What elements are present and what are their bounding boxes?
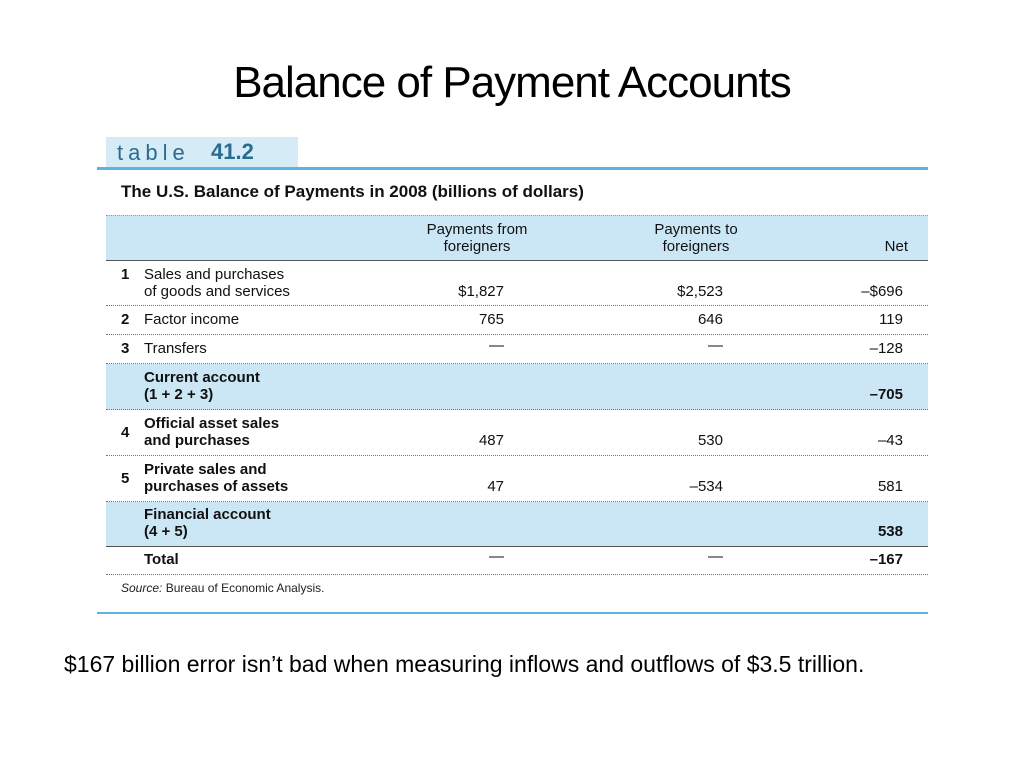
table-row-financial-account bbox=[106, 502, 928, 547]
column-header-to: Payments to foreigners bbox=[654, 221, 738, 255]
row-label: Total bbox=[144, 551, 179, 568]
cell-to: 646 bbox=[697, 311, 723, 328]
cell-to: — bbox=[708, 548, 723, 565]
cell-net: 119 bbox=[879, 311, 903, 328]
table-tag-word: table bbox=[117, 140, 190, 165]
cell-to: 530 bbox=[697, 432, 723, 449]
cell-net: –43 bbox=[877, 432, 903, 449]
slide-note: $167 billion error isn’t bad when measuring inflows and outflows of $3.5 trillion. bbox=[64, 651, 865, 677]
cell-from: — bbox=[489, 548, 504, 565]
cell-net: –705 bbox=[869, 386, 903, 403]
cell-net: 581 bbox=[877, 478, 903, 495]
table-row bbox=[106, 306, 928, 335]
cell-to: — bbox=[708, 337, 723, 354]
table-row bbox=[106, 260, 928, 306]
cell-net: –128 bbox=[869, 340, 903, 357]
table-row bbox=[106, 335, 928, 364]
table-header bbox=[106, 215, 928, 261]
cell-from: $1,827 bbox=[458, 283, 504, 300]
table-figure bbox=[97, 137, 928, 615]
cell-from: 487 bbox=[478, 432, 504, 449]
row-label: Current account (1 + 2 + 3) bbox=[144, 369, 260, 403]
row-number: 4 bbox=[121, 424, 130, 441]
row-label: Official asset sales and purchases bbox=[144, 415, 280, 449]
row-label: Sales and purchases of goods and services bbox=[144, 266, 290, 300]
row-number: 5 bbox=[121, 470, 130, 487]
table-tag bbox=[97, 137, 928, 167]
row-label: Transfers bbox=[144, 340, 207, 357]
source-label: Source: bbox=[121, 581, 163, 595]
cell-to: $2,523 bbox=[677, 283, 723, 300]
row-number: 2 bbox=[121, 311, 130, 328]
table-bottom-rule bbox=[97, 612, 928, 614]
cell-from: 47 bbox=[487, 478, 504, 495]
table-row bbox=[106, 456, 928, 502]
table-row bbox=[106, 410, 928, 456]
column-header-net: Net bbox=[884, 238, 908, 255]
cell-to: –534 bbox=[689, 478, 723, 495]
cell-net: –167 bbox=[869, 551, 903, 568]
row-label: Financial account (4 + 5) bbox=[144, 506, 271, 540]
table-row-total bbox=[106, 547, 928, 575]
cell-net: –$696 bbox=[861, 283, 903, 300]
cell-from: 765 bbox=[478, 311, 504, 328]
source-text: Bureau of Economic Analysis. bbox=[165, 581, 325, 595]
cell-net: 538 bbox=[877, 523, 903, 540]
table-tag-number: 41.2 bbox=[211, 139, 254, 164]
slide-title: Balance of Payment Accounts bbox=[233, 58, 791, 107]
table-caption: The U.S. Balance of Payments in 2008 (billions of dollars) bbox=[121, 182, 584, 201]
table-top-rule bbox=[97, 167, 928, 170]
row-label: Private sales and purchases of assets bbox=[144, 461, 289, 495]
row-number: 3 bbox=[121, 340, 130, 357]
row-number: 1 bbox=[121, 266, 130, 283]
column-header-from: Payments from foreigners bbox=[426, 221, 528, 255]
table-source bbox=[121, 581, 324, 595]
cell-from: — bbox=[489, 337, 504, 354]
table-row-current-account bbox=[106, 364, 928, 410]
row-label: Factor income bbox=[144, 311, 240, 328]
